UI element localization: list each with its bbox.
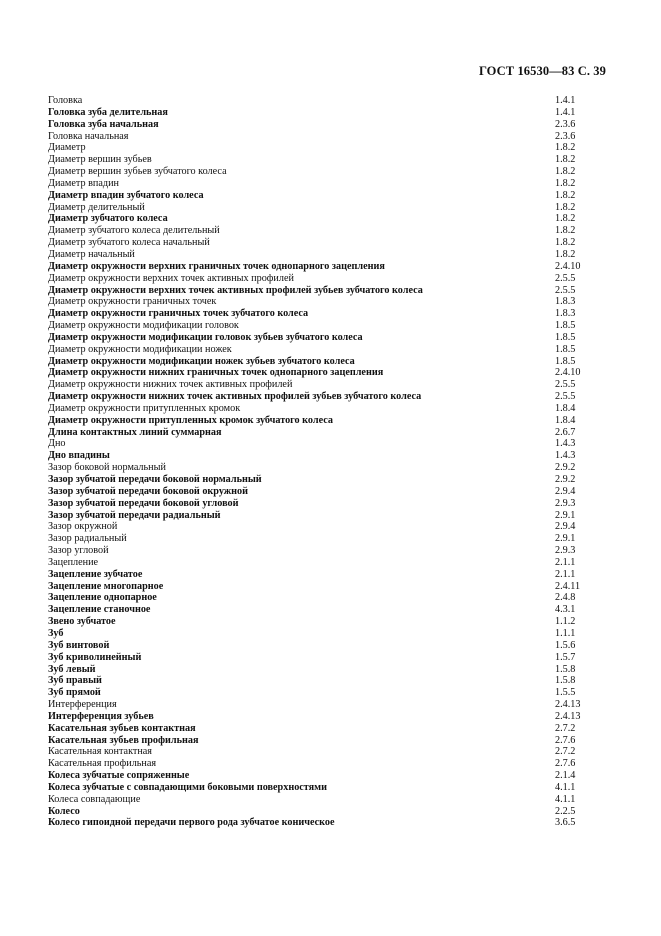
index-entry [48,758,604,770]
index-reference: 1.8.2 [555,225,576,237]
index-entry [48,427,604,439]
index-entry [48,533,604,545]
index-reference: 1.8.4 [555,414,576,426]
index-term: Зацепление станочное [48,604,151,616]
index-reference: 1.8.4 [555,402,576,414]
index-reference: 1.5.8 [555,663,576,675]
index-reference: 2.4.10 [555,260,581,272]
index-entry [48,225,604,237]
index-entry [48,415,604,427]
index-term: Зуб прямой [48,687,101,699]
index-reference: 1.1.1 [555,627,576,639]
page-header: ГОСТ 16530—83 С. 39 [478,64,606,78]
index-reference: 1.4.1 [555,95,576,106]
index-entry [48,498,604,510]
index-term: Зазор радиальный [48,533,127,545]
index-entry [48,131,604,143]
index-entry [48,438,604,450]
index-entry [48,332,604,344]
index-term: Диаметр окружности модификации ножек зубьев зубчатого колеса [48,355,355,367]
index-reference: 2.3.6 [555,130,576,142]
index-reference: 4.3.1 [555,604,576,616]
index-entry [48,154,604,166]
index-reference: 1.8.5 [555,320,576,332]
index-term: Диаметр окружности граничных точек [48,296,217,308]
index-reference: 1.5.6 [555,639,576,651]
index-entry [48,723,604,735]
index-term: Диаметр окружности верхних граничных точек однопарного зацепления [48,260,385,272]
index-term: Зуб правый [48,675,102,687]
index-reference: 2.6.7 [555,426,576,438]
index-term: Зазор угловой [48,545,109,557]
index-term: Колеса зубчатые сопряженные [48,770,190,782]
index-reference: 1.1.2 [555,616,576,628]
index-reference: 2.7.2 [555,722,576,734]
index-reference: 2.7.6 [555,734,576,746]
index-entry [48,95,604,107]
index-term: Головка зуба начальная [48,118,159,130]
index-reference: 1.4.1 [555,106,576,118]
index-entry [48,403,604,415]
index-reference: 1.5.7 [555,651,576,663]
index-reference: 1.5.5 [555,687,576,699]
index-term: Диаметр впадин зубчатого колеса [48,189,204,201]
index-term: Колесо гипоидной передачи первого рода зубчатое коническое [48,817,335,829]
index-entry [48,699,604,711]
index-reference: 2.1.4 [555,770,576,782]
index-entry [48,687,604,699]
index-entry [48,261,604,273]
index-reference: 1.8.5 [555,355,576,367]
index-entry [48,817,604,829]
subject-index-list [48,95,604,829]
index-reference: 2.4.10 [555,367,581,379]
index-reference: 2.9.4 [555,521,576,533]
index-reference: 2.4.11 [555,580,581,592]
index-entry [48,285,604,297]
index-term: Диаметр окружности модификации ножек [48,343,232,355]
index-entry [48,178,604,190]
index-entry [48,202,604,214]
index-entry [48,510,604,522]
index-reference: 1.8.2 [555,142,576,154]
index-reference: 1.8.2 [555,177,576,189]
index-term: Диаметр окружности модификации головок [48,320,239,332]
index-term: Дно впадины [48,450,110,462]
index-term: Зазор боковой нормальный [48,462,166,474]
index-entry [48,604,604,616]
index-term: Диаметр зубчатого колеса [48,213,168,225]
index-entry [48,296,604,308]
index-term: Диаметр вершин зубьев [48,154,152,166]
index-reference: 2.9.4 [555,485,576,497]
index-term: Головка зуба делительная [48,106,168,118]
index-term: Длина контактных линий суммарная [48,426,222,438]
index-entry [48,367,604,379]
index-entry [48,640,604,652]
index-term: Зацепление зубчатое [48,568,143,580]
index-term: Касательная контактная [48,746,152,758]
index-entry [48,166,604,178]
index-entry [48,450,604,462]
index-reference: 1.4.3 [555,450,576,462]
index-term: Зацепление многопарное [48,580,164,592]
index-reference: 2.7.6 [555,758,576,770]
index-reference: 2.9.2 [555,474,576,485]
index-reference: 1.8.2 [555,166,576,178]
index-reference: 2.7.2 [555,746,576,758]
index-reference: 4.1.1 [555,781,576,793]
index-entry [48,592,604,604]
index-entry [48,320,604,332]
index-term: Диаметр окружности притупленных кромок [48,402,241,414]
index-entry [48,462,604,474]
index-entry [48,746,604,758]
index-entry [48,806,604,818]
index-term: Колесо [48,805,80,817]
index-reference: 2.1.1 [555,556,576,568]
index-entry [48,474,604,486]
index-reference: 1.8.5 [555,343,576,355]
index-term: Диаметр окружности нижних точек активных профилей зубьев зубчатого колеса [48,391,422,403]
index-term: Колеса совпадающие [48,793,141,805]
index-term: Диаметр делительный [48,201,145,213]
index-reference: 2.9.2 [555,462,576,474]
index-term: Дно [48,438,66,450]
index-reference: 2.4.13 [555,710,581,722]
index-entry [48,391,604,403]
index-reference: 1.5.8 [555,675,576,687]
index-reference: 1.8.2 [555,201,576,213]
index-reference: 2.3.6 [555,118,576,130]
index-reference: 2.9.1 [555,533,576,545]
index-term: Касательная зубьев контактная [48,722,196,734]
index-reference: 2.9.3 [555,545,576,557]
index-entry [48,107,604,119]
index-entry [48,379,604,391]
index-term: Касательная зубьев профильная [48,734,199,746]
index-term: Головка начальная [48,130,129,142]
index-entry [48,308,604,320]
index-reference: 2.2.5 [555,805,576,817]
index-entry [48,628,604,640]
index-entry [48,735,604,747]
index-term: Диаметр окружности нижних граничных точек однопарного зацепления [48,367,384,379]
index-term: Зуб левый [48,663,96,675]
index-term: Диаметр окружности верхних точек активных профилей зубьев зубчатого колеса [48,284,423,296]
index-reference: 3.6.5 [555,817,576,829]
index-reference: 1.8.2 [555,189,576,201]
index-term: Диаметр [48,142,86,154]
index-reference: 1.8.5 [555,331,576,343]
index-term: Колеса зубчатые с совпадающими боковыми поверхностями [48,781,327,793]
index-term: Диаметр окружности граничных точек зубчатого колеса [48,308,309,320]
index-entry [48,237,604,249]
index-term: Зазор зубчатой передачи боковой окружной [48,485,249,497]
index-term: Диаметр вершин зубьев зубчатого колеса [48,166,227,178]
index-term: Зазор окружной [48,521,118,533]
index-entry [48,664,604,676]
index-term: Зазор зубчатой передачи боковой нормальный [48,474,262,485]
index-entry [48,782,604,794]
index-term: Зуб [48,627,64,639]
index-reference: 2.9.3 [555,497,576,509]
index-term: Зацепление однопарное [48,592,157,604]
index-term: Диаметр окружности модификации головок зубьев зубчатого колеса [48,331,363,343]
index-term: Звено зубчатое [48,616,116,628]
index-reference: 1.8.2 [555,154,576,166]
index-reference: 1.8.3 [555,296,576,308]
index-entry [48,616,604,628]
index-reference: 1.8.2 [555,248,576,260]
index-entry [48,344,604,356]
index-term: Интерференция [48,699,117,711]
index-entry [48,545,604,557]
index-reference: 1.4.3 [555,438,576,450]
index-entry [48,190,604,202]
index-term: Диаметр окружности верхних точек активных профилей [48,272,294,284]
index-term: Диаметр впадин [48,177,119,189]
index-reference: 2.1.1 [555,568,576,580]
index-entry [48,557,604,569]
index-term: Зазор зубчатой передачи боковой угловой [48,497,239,509]
index-reference: 1.8.2 [555,213,576,225]
index-reference: 2.4.13 [555,699,581,711]
index-reference: 2.5.5 [555,284,576,296]
index-reference: 2.5.5 [555,272,576,284]
index-term: Зазор зубчатой передачи радиальный [48,509,221,521]
index-reference: 2.9.1 [555,509,576,521]
index-entry [48,119,604,131]
index-term: Интерференция зубьев [48,710,154,722]
index-term: Зуб криволинейный [48,651,142,663]
index-entry [48,675,604,687]
index-entry [48,213,604,225]
index-entry [48,770,604,782]
index-entry [48,273,604,285]
index-entry [48,521,604,533]
index-term: Зуб винтовой [48,639,110,651]
index-term: Диаметр зубчатого колеса начальный [48,237,210,249]
index-reference: 2.5.5 [555,391,576,403]
index-entry [48,356,604,368]
index-reference: 1.8.3 [555,308,576,320]
index-reference: 2.5.5 [555,379,576,391]
index-term: Диаметр окружности притупленных кромок зубчатого колеса [48,414,333,426]
index-term: Касательная профильная [48,758,157,770]
index-term: Головка [48,95,83,106]
index-entry [48,569,604,581]
index-entry [48,581,604,593]
index-term: Диаметр зубчатого колеса делительный [48,225,220,237]
index-entry [48,486,604,498]
index-term: Зацепление [48,556,99,568]
index-entry [48,794,604,806]
index-reference: 2.4.8 [555,592,576,604]
index-reference: 4.1.1 [555,793,576,805]
index-entry [48,249,604,261]
index-term: Диаметр окружности нижних точек активных профилей [48,379,293,391]
index-entry [48,652,604,664]
index-reference: 1.8.2 [555,237,576,249]
index-entry [48,142,604,154]
index-term: Диаметр начальный [48,248,135,260]
index-entry [48,711,604,723]
